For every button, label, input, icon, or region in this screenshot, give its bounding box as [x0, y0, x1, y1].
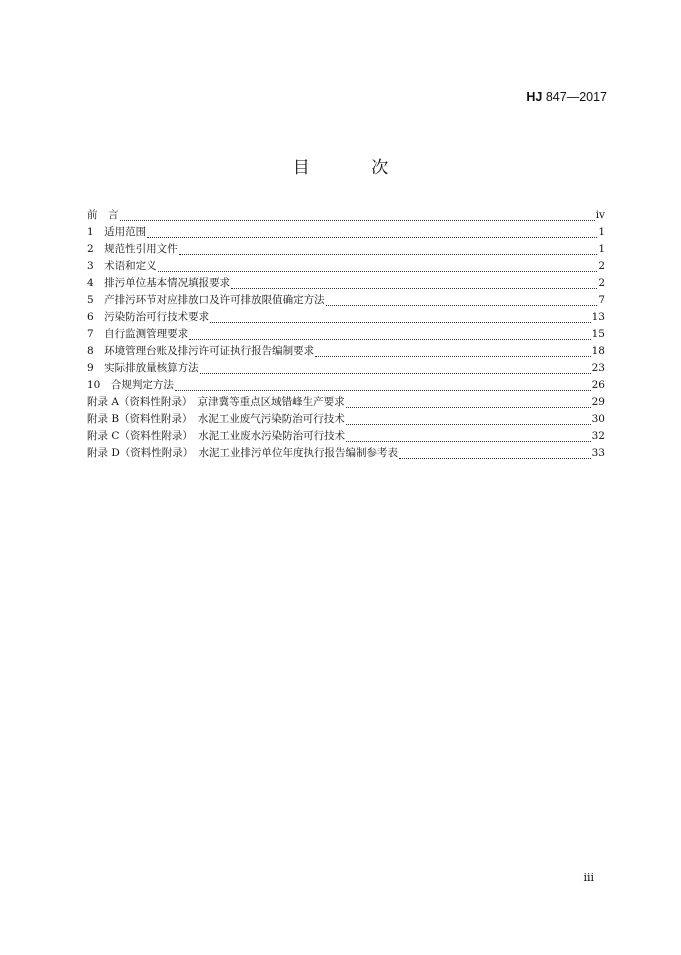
toc-entry-3[interactable] — [87, 258, 605, 275]
dot-leader — [231, 277, 597, 289]
toc-entry-label: 4 排污单位基本情况填报要求 — [87, 277, 231, 289]
toc-entry-foreword[interactable] — [87, 207, 605, 224]
toc-entry-page: 2 — [598, 277, 605, 289]
toc-entry-page: iv — [595, 209, 605, 221]
dot-leader — [315, 345, 590, 357]
toc-entry-page: 1 — [598, 243, 605, 255]
dot-leader — [326, 294, 598, 306]
dot-leader — [399, 447, 591, 459]
dot-leader — [158, 260, 598, 272]
toc-entry-page: 1 — [598, 226, 605, 238]
page-title: 目 次 — [292, 158, 417, 178]
toc-entry-10[interactable] — [87, 377, 605, 394]
dot-leader — [346, 413, 591, 425]
toc-entry-page: 7 — [598, 294, 605, 306]
toc-entry-appendix-a[interactable] — [87, 394, 605, 411]
toc-entry-7[interactable] — [87, 326, 605, 343]
toc-entry-label: 附录 C（资料性附录） 水泥工业废水污染防治可行技术 — [87, 430, 346, 442]
toc-entry-appendix-c[interactable] — [87, 428, 605, 445]
toc-entry-label: 10 合规判定方法 — [87, 379, 174, 391]
toc-entry-page: 32 — [591, 430, 605, 442]
standard-number — [526, 90, 607, 104]
toc-entry-appendix-b[interactable] — [87, 411, 605, 428]
toc-entry-page: 29 — [591, 396, 605, 408]
toc-entry-1[interactable] — [87, 224, 605, 241]
toc-entry-4[interactable] — [87, 275, 605, 292]
dot-leader — [179, 243, 598, 255]
toc-entry-label: 8 环境管理台账及排污许可证执行报告编制要求 — [87, 345, 315, 357]
table-of-contents — [87, 207, 605, 462]
toc-entry-2[interactable] — [87, 241, 605, 258]
toc-entry-label: 5 产排污环节对应排放口及许可排放限值确定方法 — [87, 294, 325, 306]
dot-leader — [200, 362, 591, 374]
toc-entry-label: 3 术语和定义 — [87, 260, 157, 272]
toc-entry-label: 附录 D（资料性附录） 水泥工业排污单位年度执行报告编制参考表 — [87, 447, 399, 459]
toc-entry-page: 33 — [591, 447, 605, 459]
toc-entry-9[interactable] — [87, 360, 605, 377]
dot-leader — [120, 209, 595, 221]
dot-leader — [189, 328, 590, 340]
toc-entry-label: 6 污染防治可行技术要求 — [87, 311, 210, 323]
toc-entry-label: 7 自行监测管理要求 — [87, 328, 189, 340]
toc-entry-page: 13 — [591, 311, 605, 323]
toc-entry-page: 2 — [598, 260, 605, 272]
toc-entry-label: 附录 A（资料性附录） 京津冀等重点区域错峰生产要求 — [87, 396, 345, 408]
toc-entry-label: 2 规范性引用文件 — [87, 243, 178, 255]
toc-entry-label: 1 适用范围 — [87, 226, 147, 238]
toc-entry-label: 9 实际排放量核算方法 — [87, 362, 199, 374]
toc-entry-5[interactable] — [87, 292, 605, 309]
standard-prefix: HJ — [526, 90, 543, 104]
toc-entry-appendix-d[interactable] — [87, 445, 605, 462]
toc-entry-page: 15 — [591, 328, 605, 340]
toc-entry-label: 附录 B（资料性附录） 水泥工业废气污染防治可行技术 — [87, 413, 345, 425]
toc-entry-page: 18 — [591, 345, 605, 357]
toc-entry-8[interactable] — [87, 343, 605, 360]
dot-leader — [147, 226, 597, 238]
dot-leader — [346, 396, 591, 408]
toc-entry-page: 23 — [591, 362, 605, 374]
standard-code: 847—2017 — [542, 90, 607, 104]
toc-entry-page: 30 — [591, 413, 605, 425]
toc-entry-6[interactable] — [87, 309, 605, 326]
toc-entry-label: 前 言 — [87, 209, 119, 221]
dot-leader — [346, 430, 591, 442]
toc-entry-page: 26 — [591, 379, 605, 391]
page-number: iii — [583, 871, 594, 884]
dot-leader — [175, 379, 591, 391]
dot-leader — [210, 311, 590, 323]
